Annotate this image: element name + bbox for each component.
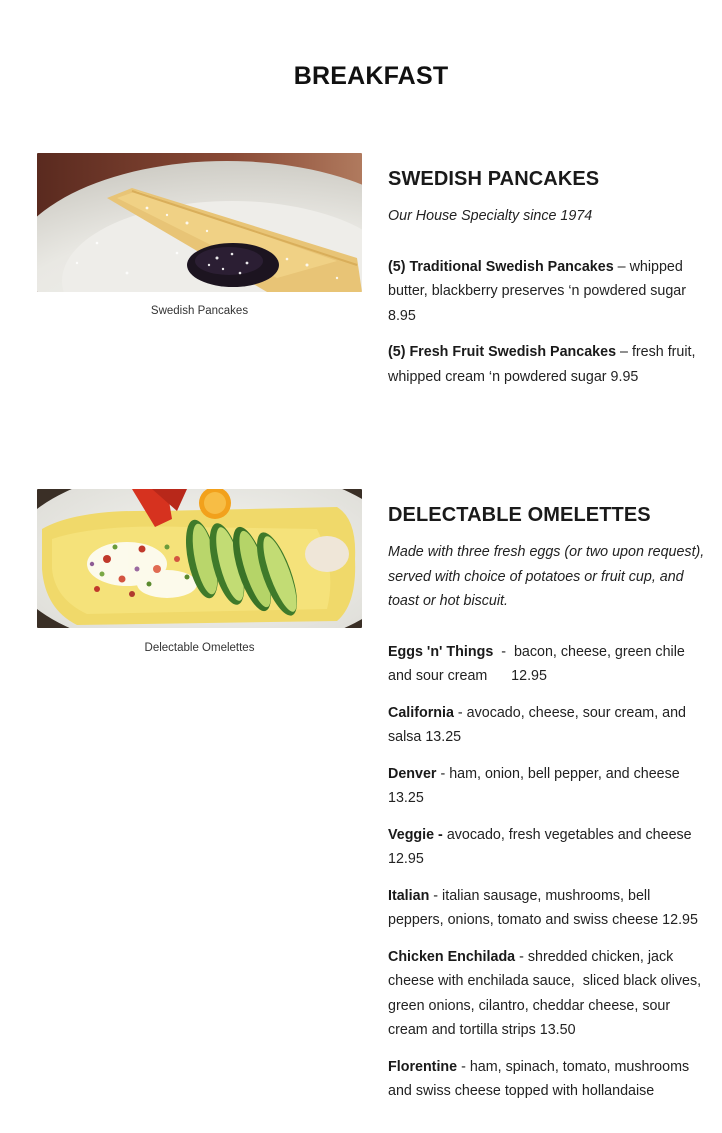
menu-item-name: Denver [388,765,437,782]
menu-item-separator: - [493,643,514,660]
menu-item-separator: - [436,765,450,782]
menu-item-name: (5) Fresh Fruit Swedish Pancakes [388,344,617,360]
menu-item [388,823,708,872]
menu-item-name: Veggie - [388,826,443,843]
menu-item [388,340,708,389]
menu-item-separator: – [616,344,632,360]
menu-item-name: Italian [388,887,430,904]
menu-item-separator: - [429,887,443,904]
menu-item-name: California [388,704,454,721]
menu-item-description: whipped butter, blackberry preserves ‘n powdered sugar 8.95 [388,258,687,324]
menu-item-description: bacon, cheese, green chile and sour cream 12.95 [388,643,689,684]
section-heading: DELECTABLE OMELETTES [388,504,651,526]
menu-item-name: Chicken Enchilada [388,948,516,965]
swedish-pancakes-caption: Swedish Pancakes [150,305,249,317]
section-heading: SWEDISH PANCAKES [388,168,600,190]
menu-item-separator: - [515,948,528,965]
menu-item [388,1055,708,1104]
menu-item-description: avocado, fresh vegetables and cheese 12.95 [388,826,692,867]
delectable-omelettes-caption: Delectable Omelettes [144,642,255,654]
menu-item [388,255,708,329]
menu-item-description: ham, spinach, tomato, mushrooms and swiss cheese topped with hollandaise [388,1058,690,1099]
menu-item-separator: - [453,704,467,721]
menu-item-description: avocado, cheese, sour cream, and salsa 13.25 [388,704,687,745]
menu-item-description: shredded chicken, jack cheese with enchilada sauce, sliced black olives, green onions, cilantro, cheddar cheese, sour cream and tortilla strips 13.50 [388,948,706,1038]
menu-item [388,945,708,1043]
menu-item-name: Florentine [388,1058,458,1075]
page-title: BREAKFAST [293,62,449,90]
swedish-pancakes-photo [37,153,362,292]
menu-item [388,762,708,811]
section-subtitle: Our House Specialty since 1974 [388,208,593,224]
menu-item-separator: - [457,1058,470,1075]
menu-item-description: fresh fruit, whipped cream ‘n powdered sugar 9.95 [388,344,696,385]
menu-item [388,640,708,689]
menu-item [388,701,708,750]
menu-item-separator: – [613,258,630,275]
menu-item-name: Eggs 'n' Things [388,643,494,660]
menu-item-description: ham, onion, bell pepper, and cheese 13.25 [388,765,680,806]
menu-item-description: italian sausage, mushrooms, bell peppers, onions, tomato and swiss cheese 12.95 [388,887,698,928]
menu-item-name: (5) Traditional Swedish Pancakes [388,258,614,275]
swedish-pancakes-section [388,168,708,401]
menu-item [388,884,708,933]
delectable-omelettes-section [388,504,708,1116]
delectable-omelettes-photo [37,489,362,628]
section-subtitle: Made with three fresh eggs (or two upon request), served with choice of potatoes or fruit cup, and toast or hot biscuit. [388,544,705,609]
